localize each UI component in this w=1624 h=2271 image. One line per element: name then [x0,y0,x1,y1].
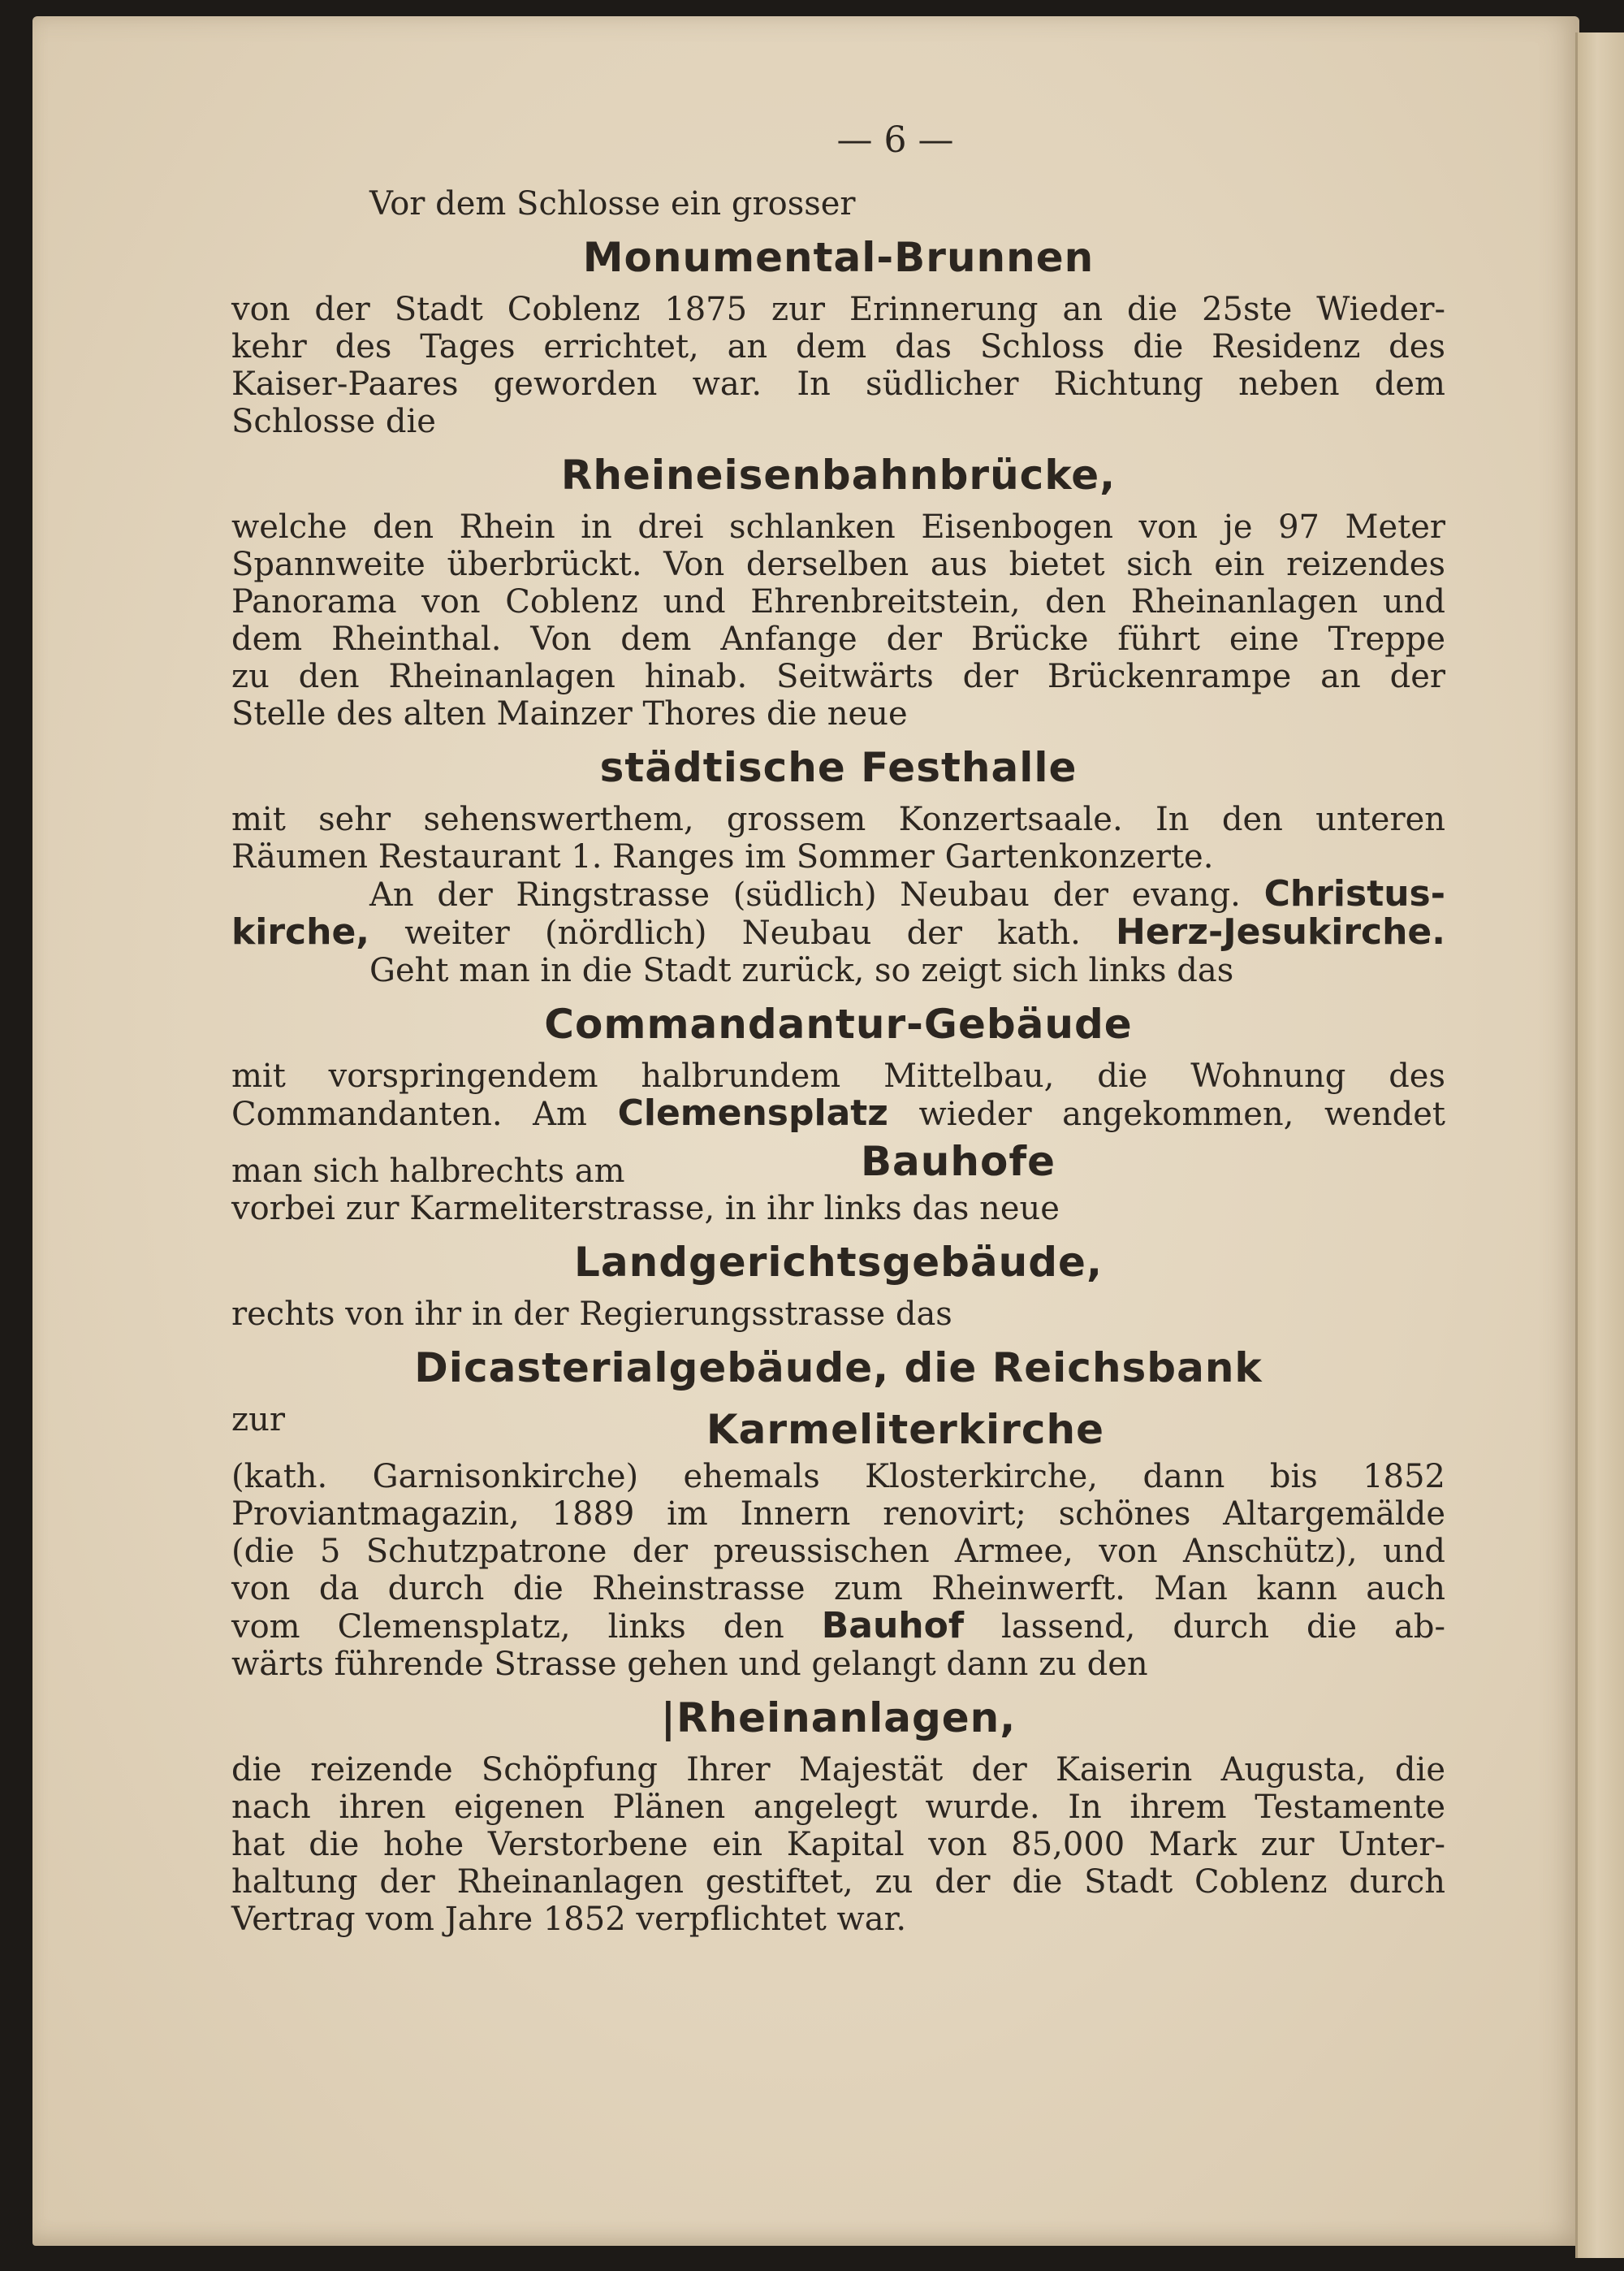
paragraph-6 [231,1058,1445,1133]
heading-rheineisenbahnbruecke: Rheineisenbahnbrücke, [560,452,1116,499]
text-line: kehr des Tages errichtet, an dem das Schloss die Residenz des [231,328,1445,366]
text-line: dem Rheinthal. Von dem Anfange der Brücke führt eine Treppe [231,621,1445,658]
paragraph-4 [231,873,1446,953]
text-span: An der Ringstrasse (südlich) Neubau der evang. [369,876,1241,914]
bauhofe-row [231,1133,1445,1190]
text-zur: zur [231,1401,285,1438]
paragraph-9 [231,1458,1445,1683]
intro-line: Vor dem Schlosse ein grosser [369,185,856,223]
text-line: Stelle des alten Mainzer Thores die neue [231,695,908,733]
paragraph-3 [231,801,1445,876]
highlight-kirche: kirche, [231,911,370,953]
paragraph-10 [231,1751,1445,1938]
heading-bauhofe: Bauhofe [860,1138,1056,1185]
heading-dicasterialgebaeude: Dicasterialgebäude, die Reichsbank [414,1344,1263,1391]
text-line: Vertrag vom Jahre 1852 verpflichtet war. [231,1901,907,1938]
highlight-bauhof: Bauhof [821,1605,964,1646]
heading-rheinanlagen: |Rheinanlagen, [660,1694,1017,1741]
text-line: man sich halbrechts am [231,1153,625,1190]
text-line: Schlosse die [231,403,436,440]
book-spine [1575,32,1624,2258]
text-line: von der Stadt Coblenz 1875 zur Erinnerung an die 25ste Wieder- [231,291,1445,328]
text-line: Kaiser-Paares geworden war. In südlicher Richtung neben dem [231,366,1445,403]
text-line: Räumen Restaurant 1. Ranges im Sommer Gartenkonzerte. [231,838,1214,876]
heading-landgerichtsgebaeude: Landgerichtsgebäude, [574,1239,1103,1286]
text-line: nach ihren eigenen Plänen angelegt wurde. In ihrem Testamente [231,1789,1445,1826]
text-line: (die 5 Schutzpatrone der preussischen Armee, von Anschütz), und [231,1533,1445,1570]
heading-monumental-brunnen: Monumental-Brunnen [582,234,1095,281]
paragraph-1 [231,291,1445,440]
text-span: lassend, durch die ab- [1000,1608,1445,1646]
highlight-christuskirche: Christus- [1263,873,1446,915]
text-line [231,911,1445,953]
text-line: mit vorspringendem halbrundem Mittelbau, die Wohnung des [231,1058,1445,1095]
text-line: Panorama von Coblenz und Ehrenbreitstein, den Rheinanlagen und [231,583,1445,621]
highlight-clemensplatz: Clemensplatz [617,1092,888,1134]
paragraph-2 [231,508,1445,733]
text-line: von da durch die Rheinstrasse zum Rheinwerft. Man kann auch [231,1570,1445,1607]
text-line: Spannweite überbrückt. Von derselben aus bietet sich ein reizendes [231,546,1445,583]
heading-staedtische-festhalle: städtische Festhalle [599,744,1078,791]
heading-karmeliterkirche: Karmeliterkirche [706,1406,1104,1453]
text-line: die reizende Schöpfung Ihrer Majestät der Kaiserin Augusta, die [231,1751,1445,1789]
text-line: zu den Rheinanlagen hinab. Seitwärts der Brückenrampe an der [231,658,1445,695]
text-line: mit sehr sehenswerthem, grossem Konzertsaale. In den unteren [231,801,1445,838]
page-text [231,119,1446,1938]
highlight-herz-jesukirche: Herz-Jesukirche. [1116,911,1445,953]
text-span: wieder angekommen, wendet [918,1096,1445,1133]
text-line: hat die hohe Verstorbene ein Kapital von 85,000 Mark zur Unter- [231,1826,1445,1863]
paragraph-7: vorbei zur Karmeliterstrasse, in ihr links das neue [231,1190,1060,1227]
karmeliterkirche-row [231,1401,1445,1458]
paragraph-5: Geht man in die Stadt zurück, so zeigt sich links das [369,952,1234,989]
text-line: welche den Rhein in drei schlanken Eisenbogen von je 97 Meter [231,508,1445,546]
text-span: Commandanten. Am [231,1096,587,1133]
text-line: wärts führende Strasse gehen und gelangt dann zu den [231,1646,1148,1683]
text-line [231,1607,1445,1646]
text-line [231,1092,1445,1134]
text-span: weiter (nördlich) Neubau der kath. [404,915,1081,952]
heading-commandantur-gebaeude: Commandantur-Gebäude [544,1001,1133,1048]
text-span: vom Clemensplatz, links den [231,1608,784,1646]
page-number: — 6 — [836,119,954,161]
text-line: (kath. Garnisonkirche) ehemals Klosterkirche, dann bis 1852 [231,1458,1445,1495]
text-line: haltung der Rheinanlagen gestiftet, zu der die Stadt Coblenz durch [231,1863,1445,1901]
paragraph-8: rechts von ihr in der Regierungsstrasse das [231,1296,952,1333]
text-line: Proviantmagazin, 1889 im Innern renovirt; schönes Altargemälde [231,1495,1445,1533]
text-line [231,873,1446,915]
